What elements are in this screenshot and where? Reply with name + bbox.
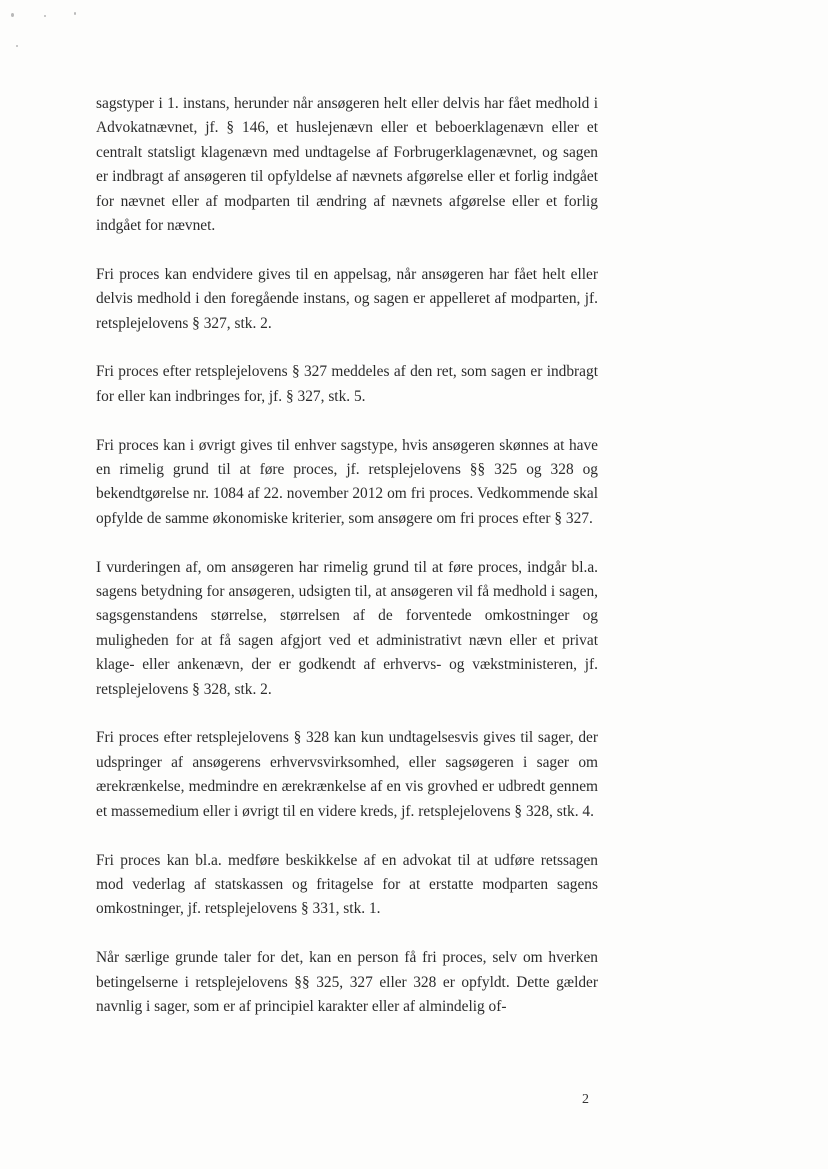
scan-speck [11, 13, 14, 17]
paragraph: I vurderingen af, om ansøgeren har rimelig grund til at føre proces, indgår bl.a. sagens betydning for ansøgeren, udsigten til, at ansøgeren vil få medhold i sagen, sagsgenstandens størrelse, størrelsen af de forventede omkostninger og muligheden for at få sagen afgjort ved et administrativt nævn eller et privat klage- eller ankenævn, der er godkendt af erhvervs- og vækstministeren, jf. retsplejelovens § 328, stk. 2. [96, 558, 598, 698]
paragraph: Fri proces kan bl.a. medføre beskikkelse af en advokat til at udføre retssagen mod vederlag af statskassen og fritagelse for at erstatte modparten sagens omkostninger, jf. retsplejelovens § 331, stk. 1. [96, 851, 598, 918]
paragraph: Fri proces efter retsplejelovens § 328 kan kun undtagelsesvis gives til sager, der udspringer af ansøgerens erhvervsvirksomhed, eller sagsøgeren i sager om ærekrænkelse, medmindre en ærekrænkelse af en vis grovhed er udbredt gennem et massemedium eller i øvrigt til en videre kreds, jf. retsplejelovens § 328, stk. 4. [96, 729, 598, 820]
scan-speck [44, 15, 46, 17]
body-text [96, 92, 598, 1044]
paragraph: Fri proces kan i øvrigt gives til enhver sagstype, hvis ansøgeren skønnes at have en rimelig grund til at føre proces, jf. retsplejelovens §§ 325 og 328 og bekendtgørelse nr. 1084 af 22. november 2012 om fri proces. Vedkommende skal opfylde de samme økonomiske kriterier, som ansøgere om fri proces efter § 327. [96, 436, 598, 527]
paragraph: sagstyper i 1. instans, herunder når ansøgeren helt eller delvis har fået medhold i Advokatnævnet, jf. § 146, et huslejenævn eller et beboerklagenævn eller et centralt statsligt klagenævn med undtagelse af Forbrugerklagenævnet, og sagen er indbragt af ansøgeren til opfyldelse af nævnets afgørelse eller et forlig indgået for nævnet eller af modparten til ændring af nævnets afgørelse eller et forlig indgået for nævnet. [96, 95, 598, 235]
paragraph: Fri proces kan endvidere gives til en appelsag, når ansøgeren har fået helt eller delvis medhold i den foregående instans, og sagen er appelleret af modparten, jf. retsplejelovens § 327, stk. 2. [96, 265, 598, 332]
paragraph: Når særlige grunde taler for det, kan en person få fri proces, selv om hverken betingelserne i retsplejelovens §§ 325, 327 eller 328 er opfyldt. Dette gælder navnlig i sager, som er af principiel karakter eller af almindelig of- [96, 949, 598, 1015]
page-number: 2 [582, 1092, 589, 1107]
paragraph: Fri proces efter retsplejelovens § 327 meddeles af den ret, som sagen er indbragt for eller kan indbringes for, jf. § 327, stk. 5. [96, 363, 598, 405]
scan-speck [74, 12, 76, 15]
scan-speck [16, 45, 18, 47]
